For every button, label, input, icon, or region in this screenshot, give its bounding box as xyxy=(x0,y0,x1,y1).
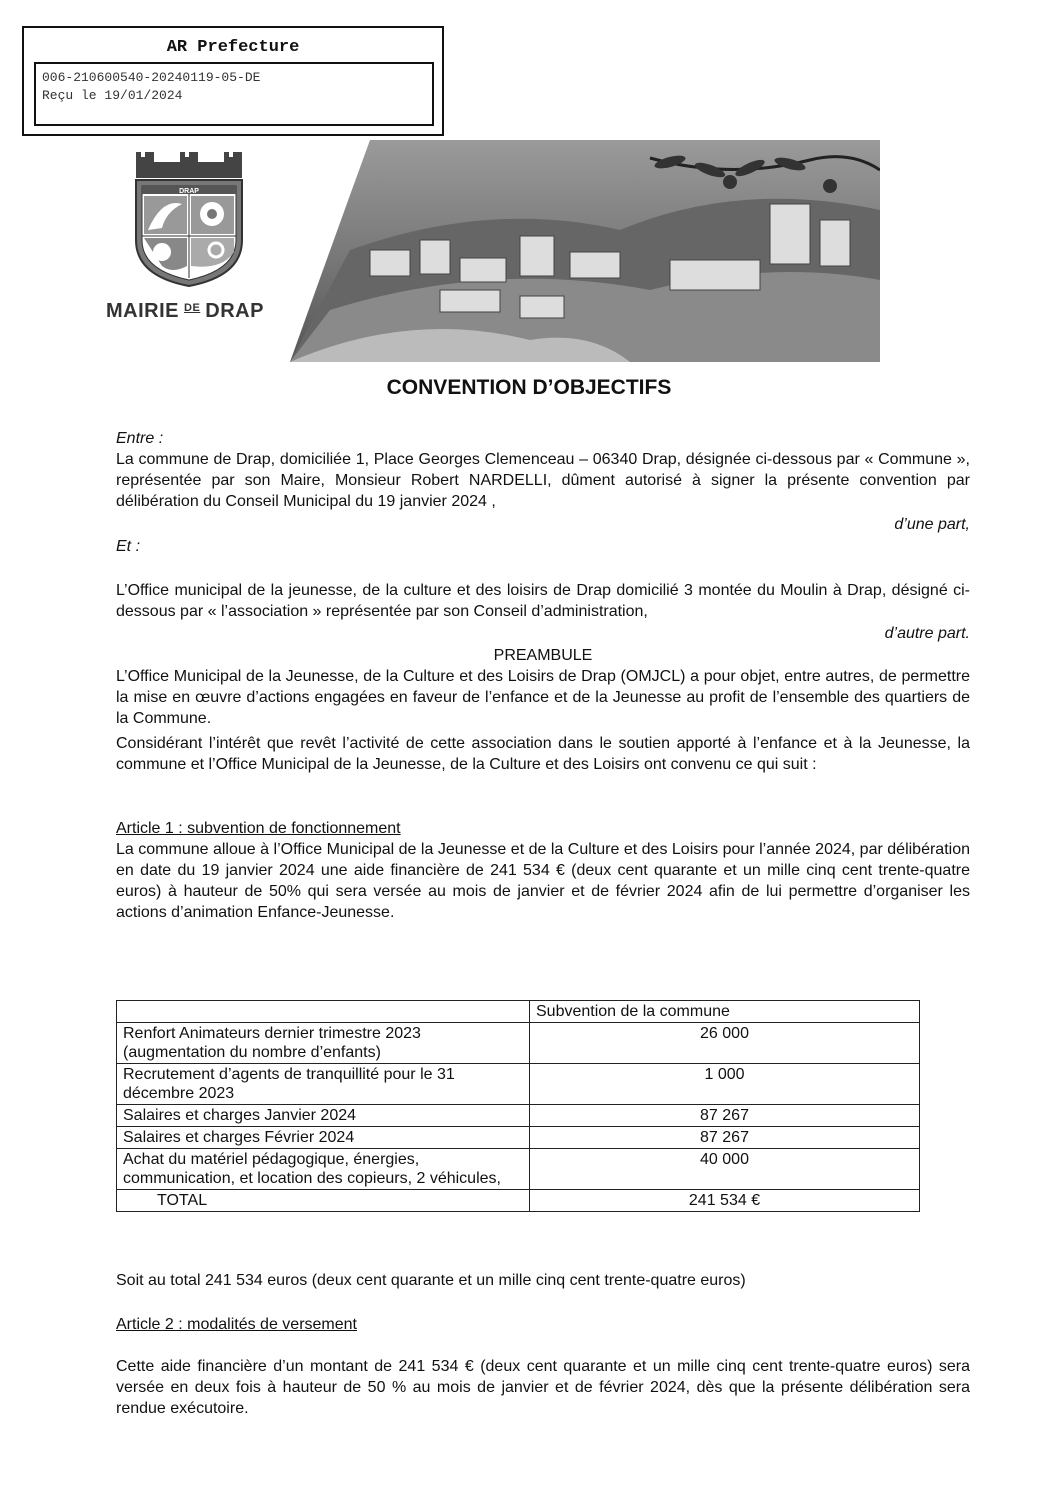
party-office-text: L’Office municipal de la jeunesse, de la culture et des loisirs de Drap domicilié 3 montée du Moulin à Drap, désigné ci-dessous par « l’association » représentée par son Conseil d’administration, xyxy=(116,582,970,620)
row-label: Salaires et charges Janvier 2024 xyxy=(117,1105,530,1127)
total-value: 241 534 € xyxy=(530,1190,920,1212)
preambule-paragraph-1: L’Office Municipal de la Jeunesse, de la Culture et des Loisirs de Drap (OMJCL) a pour objet, entre autres, de permettre la mise en œuvre d’actions engagées en faveur de l’enfance et de la Jeunesse au profit de l’ensemble des quartiers de la Commune. xyxy=(116,668,970,727)
drap-coat-of-arms-logo xyxy=(132,148,246,288)
prefecture-stamp xyxy=(22,26,444,136)
row-value: 87 267 xyxy=(530,1105,920,1127)
row-label: Achat du matériel pédagogique, énergies, communication, et location des copieurs, 2 véhicules, xyxy=(117,1149,530,1190)
table-header-row xyxy=(117,1001,920,1023)
table-row xyxy=(117,1149,920,1190)
stamp-received-date: Reçu le 19/01/2024 xyxy=(42,88,183,103)
preambule-heading: PREAMBULE xyxy=(493,647,593,664)
svg-text:DRAP: DRAP xyxy=(179,188,199,195)
label-et: Et : xyxy=(116,538,141,555)
village-photo xyxy=(290,140,880,362)
subsidy-table xyxy=(116,1000,920,1212)
stamp-act-id: 006-210600540-20240119-05-DE xyxy=(42,70,261,85)
logo-word-drap: DRAP xyxy=(205,300,264,322)
article-1-heading: Article 1 : subvention de fonctionnement xyxy=(116,820,401,837)
logo-word-de: DE xyxy=(184,302,201,314)
label-dune-part: d’une part, xyxy=(894,516,970,533)
row-value: 26 000 xyxy=(530,1023,920,1064)
table-row xyxy=(117,1105,920,1127)
row-value: 1 000 xyxy=(530,1064,920,1105)
table-row xyxy=(117,1023,920,1064)
table-header-subvention: Subvention de la commune xyxy=(530,1001,920,1023)
row-label: Renfort Animateurs dernier trimestre 2023 (augmentation du nombre d’enfants) xyxy=(117,1023,530,1064)
article-1-text: La commune alloue à l’Office Municipal de la Jeunesse et de la Culture et des Loisirs pour l’année 2024, par délibération en date du 19 janvier 2024 une aide financière de 241 534 € (deux cent quarante et un mille cinq cent trente-quatre euros) à hauteur de 50% qui sera versée au mois de janvier et de février 2024 afin de lui permettre d’organiser les actions d’animation Enfance-Jeunesse. xyxy=(116,841,970,921)
mairie-de-drap-logo-text xyxy=(106,300,264,323)
article-2-text: Cette aide financière d’un montant de 241 534 € (deux cent quarante et un mille cinq cent trente-quatre euros) sera versée en deux fois à hauteur de 50 % au mois de janvier et de février 2024, dès que la présente délibération sera rendue exécutoire. xyxy=(116,1358,970,1417)
stamp-details-box xyxy=(34,62,434,126)
document-title: CONVENTION D’OBJECTIFS xyxy=(386,376,672,399)
table-total-row xyxy=(117,1190,920,1212)
preambule-paragraph-2: Considérant l’intérêt que revêt l’activité de cette association dans le soutien apporté à l’enfance et à la Jeunesse, la commune et l’Office Municipal de la Jeunesse, de la Culture et des Loisirs ont convenu ce qui suit : xyxy=(116,735,970,773)
logo-word-mairie: MAIRIE xyxy=(106,300,179,322)
total-sentence: Soit au total 241 534 euros (deux cent quarante et un mille cinq cent trente-quatre euros) xyxy=(116,1272,746,1289)
label-entre: Entre : xyxy=(116,430,164,447)
label-dautre-part: d’autre part. xyxy=(884,625,970,642)
article-2-heading: Article 2 : modalités de versement xyxy=(116,1316,357,1333)
total-label: TOTAL xyxy=(117,1190,530,1212)
row-label: Salaires et charges Février 2024 xyxy=(117,1127,530,1149)
row-value: 40 000 xyxy=(530,1149,920,1190)
stamp-title: AR Prefecture xyxy=(166,38,300,57)
row-value: 87 267 xyxy=(530,1127,920,1149)
table-row xyxy=(117,1064,920,1105)
table-row xyxy=(117,1127,920,1149)
row-label: Recrutement d’agents de tranquillité pour le 31 décembre 2023 xyxy=(117,1064,530,1105)
party-commune-text: La commune de Drap, domiciliée 1, Place Georges Clemenceau – 06340 Drap, désignée ci-dessous par « Commune », représentée par son Maire, Monsieur Robert NARDELLI, dûment autorisé à signer la présente convention par délibération du Conseil Municipal du 19 janvier 2024 , xyxy=(116,451,970,510)
